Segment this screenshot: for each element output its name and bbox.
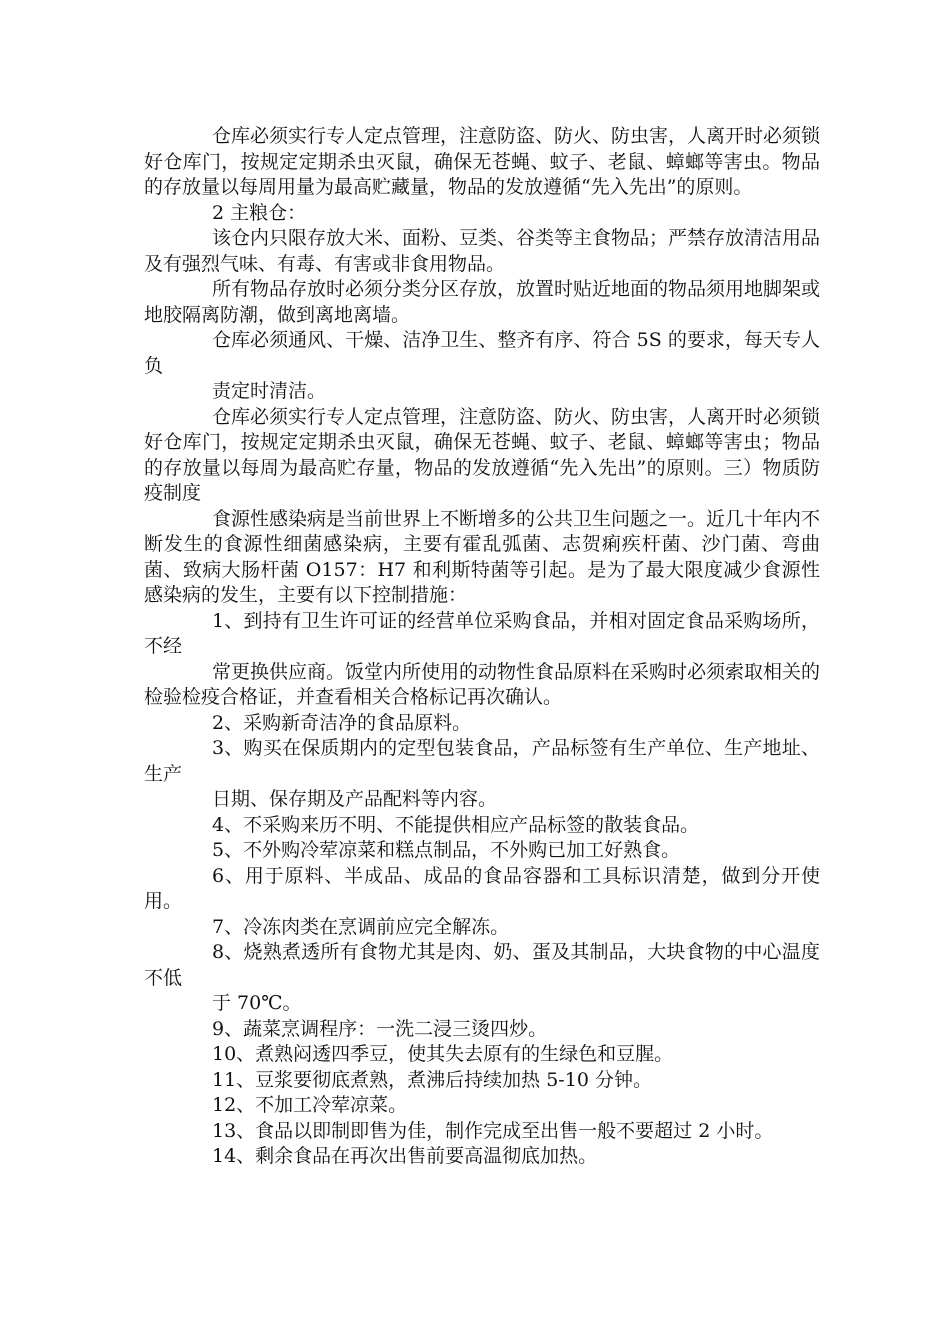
paragraph: 于 70℃。 [212,992,302,1014]
paragraph: 4、不采购来历不明、不能提供相应产品标签的散装食品。 [212,813,700,836]
paragraph: 食源性感染病是当前世界上不断增多的公共卫生问题之一。近几十年内不断发生的食源性细菌感染病，主要有霍乱弧菌、志贺痢疾杆菌、沙门菌、弯曲菌、致病大肠杆菌 O157：H7 和利斯特菌等引起。是为了最大限度减少食源性感染病的发生，主要有以下控制措施： [144,507,821,606]
paragraph: 仓库必须实行专人定点管理，注意防盗、防火、防虫害，人离开时必须锁好仓库门，按规定定期杀虫灭鼠，确保无苍蝇、蚊子、老鼠、蟑螂等害虫；物品的存放量以每周为最高贮存量，物品的发放遵循“先入先出”的原则。三）物质防疫制度 [144,405,821,504]
paragraph: 1、到持有卫生许可证的经营单位采购食品，并相对固定食品采购场所，不经 [144,609,820,657]
paragraph: 14、剩余食品在再次出售前要高温彻底加热。 [212,1145,598,1167]
paragraph: 该仓内只限存放大米、面粉、豆类、谷类等主食物品；严禁存放清洁用品及有强烈气味、有毒、有害或非食用物品。 [144,227,821,275]
paragraph: 9、蔬菜烹调程序：一洗二浸三烫四炒。 [212,1017,548,1040]
paragraph: 仓库必须通风、干燥、洁净卫生、整齐有序、符合 5S 的要求，每天专人负 [144,329,820,377]
document-page [144,124,820,1170]
paragraph: 5、不外购冷荤凉菜和糕点制品，不外购已加工好熟食。 [212,839,681,861]
paragraph: 12、不加工冷荤凉菜。 [212,1094,408,1116]
paragraph: 日期、保存期及产品配料等内容。 [212,788,498,810]
paragraph: 8、烧熟煮透所有食物尤其是肉、奶、蛋及其制品，大块食物的中心温度不低 [144,941,820,989]
paragraph: 2 主粮仓： [212,201,307,224]
paragraph: 10、煮熟闷透四季豆，使其失去原有的生绿色和豆腥。 [212,1043,674,1065]
paragraph: 6、用于原料、半成品、成品的食品容器和工具标识清楚，做到分开使用。 [144,864,820,912]
paragraph: 13、食品以即制即售为佳，制作完成至出售一般不要超过 2 小时。 [212,1119,774,1142]
paragraph: 所有物品存放时必须分类分区存放，放置时贴近地面的物品须用地脚架或地胶隔离防潮，做到离地离墙。 [144,278,821,326]
paragraph: 仓库必须实行专人定点管理，注意防盗、防火、防虫害，人离开时必须锁好仓库门，按规定定期杀虫灭鼠，确保无苍蝇、蚊子、老鼠、蟑螂等害虫。物品的存放量以每周用量为最高贮藏量，物品的发放遵循“先入先出”的原则。 [144,125,821,198]
paragraph: 2、采购新奇洁净的食品原料。 [212,711,472,734]
paragraph: 3、购买在保质期内的定型包装食品，产品标签有生产单位、生产地址、生产 [144,737,820,785]
paragraph: 常更换供应商。饭堂内所使用的动物性食品原料在采购时必须索取相关的检验检疫合格证，并查看相关合格标记再次确认。 [144,660,821,708]
paragraph: 7、冷冻肉类在烹调前应完全解冻。 [212,915,510,938]
paragraph: 责定时清洁。 [212,380,327,402]
paragraph: 11、豆浆要彻底煮熟，煮沸后持续加热 5-10 分钟。 [212,1068,652,1091]
